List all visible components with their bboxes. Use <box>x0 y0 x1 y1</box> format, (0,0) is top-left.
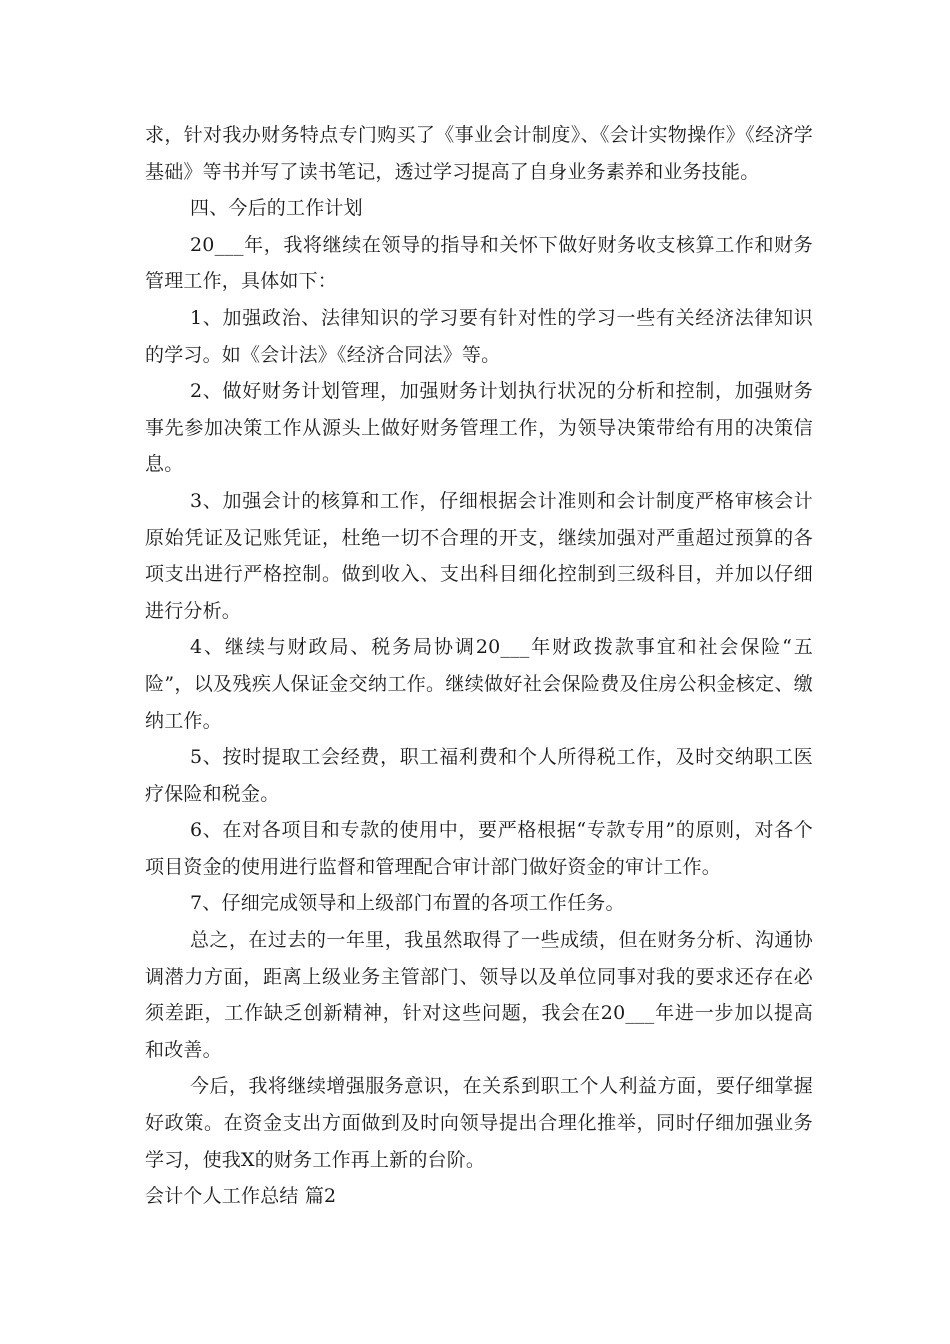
paragraph-item-1: 1、加强政治、法律知识的学习要有针对性的学习一些有关经济法律知识的学习。如《会计法》《经济合同法》等。 <box>145 306 813 366</box>
paragraph-plan-intro: 20___年，我将继续在领导的指导和关怀下做好财务收支核算工作和财务管理工作，具体如下： <box>145 233 813 293</box>
paragraph-continuation: 求，针对我办财务特点专门购买了《事业会计制度》、《会计实物操作》《经济学基础》等书并写了读书笔记，透过学习提高了自身业务素养和业务技能。 <box>145 124 813 183</box>
document-body <box>145 117 813 1215</box>
section-heading-future-plan: 四、今后的工作计划 <box>190 197 363 220</box>
paragraph-item-3: 3、加强会计的核算和工作，仔细根据会计准则和会计制度严格审核会计原始凭证及记账凭证，杜绝一切不合理的开支，继续加强对严重超过预算的各项支出进行严格控制。做到收入、支出科目细化控制到三级科目，并加以仔细进行分析。 <box>145 489 813 622</box>
paragraph-item-2: 2、做好财务计划管理，加强财务计划执行状况的分析和控制，加强财务事先参加决策工作从源头上做好财务管理工作，为领导决策带给有用的决策信息。 <box>145 380 813 476</box>
next-section-title: 会计个人工作总结 篇2 <box>145 1185 337 1208</box>
paragraph-item-6: 6、在对各项目和专款的使用中，要严格根据“专款专用”的原则，对各个项目资金的使用进行监督和管理配合审计部门做好资金的审计工作。 <box>145 819 813 878</box>
paragraph-item-7: 7、仔细完成领导和上级部门布置的各项工作任务。 <box>190 892 625 915</box>
paragraph-outlook: 今后，我将继续增强服务意识，在关系到职工个人利益方面，要仔细掌握好政策。在资金支出方面做到及时向领导提出合理化推举，同时仔细加强业务学习，使我X的财务工作再上新的台阶。 <box>145 1075 813 1171</box>
paragraph-summary: 总之，在过去的一年里，我虽然取得了一些成绩，但在财务分析、沟通协调潜力方面，距离上级业务主管部门、领导以及单位同事对我的要求还存在必须差距，工作缺乏创新精神，针对这些问题，我会在20___年进一步加以提高和改善。 <box>145 929 813 1061</box>
paragraph-item-5: 5、按时提取工会经费，职工福利费和个人所得税工作，及时交纳职工医疗保险和税金。 <box>145 746 813 805</box>
paragraph-item-4: 4、继续与财政局、税务局协调20___年财政拨款事宜和社会保险“五险”，以及残疾人保证金交纳工作。继续做好社会保险费及住房公积金核定、缴纳工作。 <box>145 636 813 732</box>
